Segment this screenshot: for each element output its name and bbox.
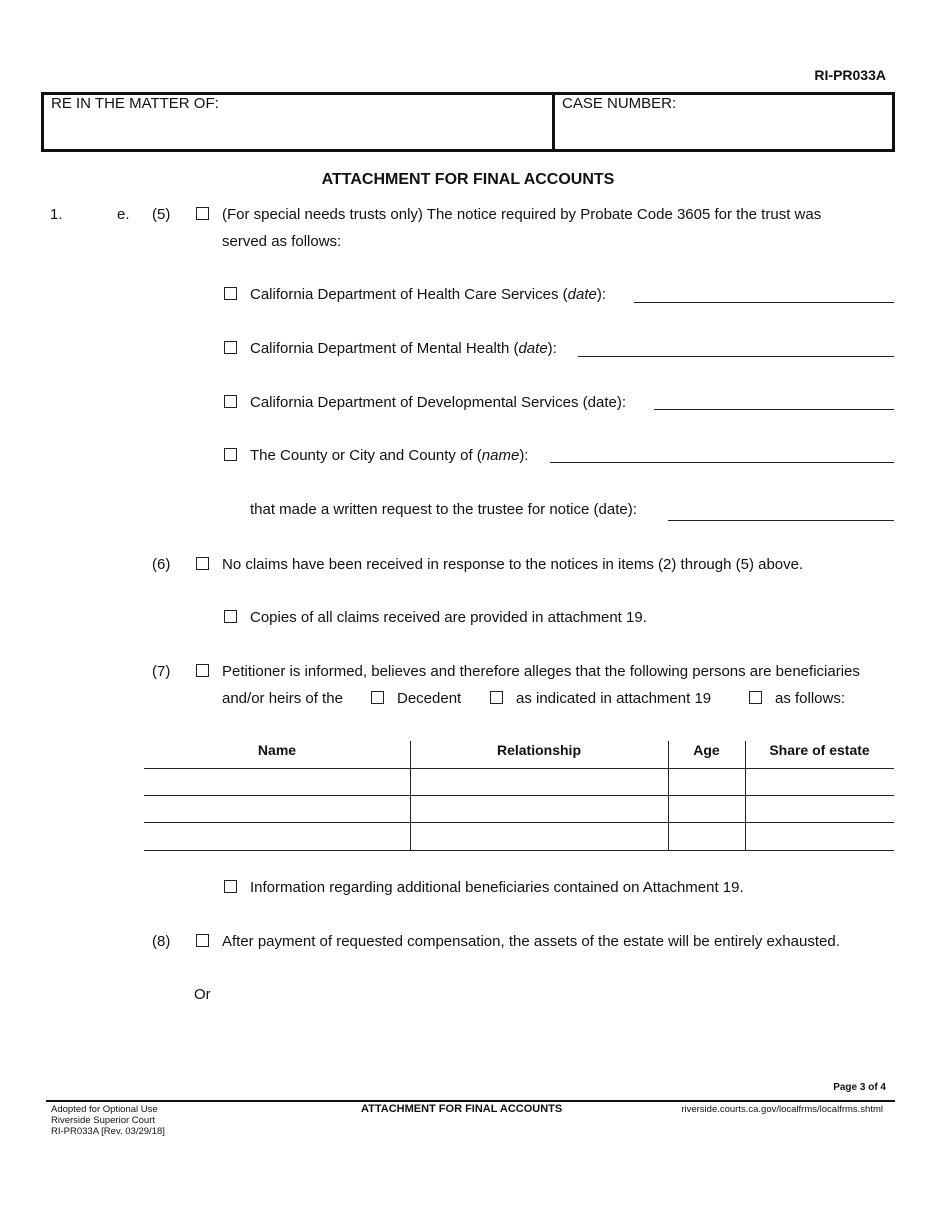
item-letter: e. (117, 206, 130, 223)
sub5-text-line2: served as follows: (222, 233, 342, 250)
claims-copies-label: Copies of all claims received are provided in attachment 19. (250, 609, 647, 626)
sub7-checkbox[interactable] (196, 664, 209, 677)
table-header-relationship: Relationship (496, 742, 581, 758)
sub5-number: (5) (152, 206, 171, 223)
sub7-text-line2: and/or heirs of the (222, 690, 343, 707)
sub8-checkbox[interactable] (196, 934, 209, 947)
sub5-text-line1: (For special needs trusts only) The notice required by Probate Code 3605 for the trust was (222, 206, 822, 223)
mental-health-label: California Department of Mental Health (date): (250, 340, 557, 357)
developmental-services-label: California Department of Developmental Services (date): (250, 394, 627, 411)
claims-copies-checkbox[interactable] (224, 610, 237, 623)
sub8-number: (8) (152, 933, 171, 950)
attachment-checkbox[interactable] (490, 691, 503, 704)
county-request-label: that made a written request to the trustee for notice (date): (250, 501, 637, 518)
table-row[interactable] (144, 769, 894, 795)
footer-rule (46, 1100, 895, 1102)
sub7-text-line1: Petitioner is informed, believes and therefore alleges that the following persons are beneficiaries (222, 663, 860, 680)
or-label: Or (194, 986, 211, 1003)
table-row[interactable] (144, 796, 894, 822)
sub5-checkbox[interactable] (196, 207, 209, 220)
as-follows-label: as follows: (775, 690, 846, 707)
matter-field[interactable] (47, 112, 547, 146)
county-name-field[interactable] (550, 462, 894, 463)
footer-court: Riverside Superior Court (51, 1115, 156, 1126)
attachment-label: as indicated in attachment 19 (516, 690, 712, 707)
additional-beneficiaries-label: Information regarding additional beneficiaries contained on Attachment 19. (250, 879, 744, 896)
health-care-services-date-field[interactable] (634, 302, 894, 303)
sub8-text: After payment of requested compensation, the assets of the estate will be entirely exhausted. (222, 933, 840, 950)
decedent-checkbox[interactable] (371, 691, 384, 704)
footer-url[interactable]: riverside.courts.ca.gov/localfrms/localfrms.shtml (681, 1104, 883, 1115)
decedent-label: Decedent (397, 690, 462, 707)
county-checkbox[interactable] (224, 448, 237, 461)
table-header-name: Name (257, 742, 297, 758)
developmental-services-checkbox[interactable] (224, 395, 237, 408)
developmental-services-date-field[interactable] (654, 409, 894, 410)
form-id: RI-PR033A (814, 67, 886, 83)
county-request-date-field[interactable] (668, 520, 894, 521)
case-number-label: CASE NUMBER: (562, 95, 677, 112)
footer-left (51, 1104, 165, 1137)
as-follows-checkbox[interactable] (749, 691, 762, 704)
page-title: ATTACHMENT FOR FINAL ACCOUNTS (321, 171, 615, 188)
sub6-text: No claims have been received in response to the notices in items (2) through (5) above. (222, 556, 804, 573)
footer-adopted: Adopted for Optional Use (51, 1104, 158, 1115)
caption-divider (552, 92, 555, 152)
sub7-number: (7) (152, 663, 171, 680)
health-care-services-label: California Department of Health Care Services (date): (250, 286, 607, 303)
county-label: The County or City and County of (name): (250, 447, 529, 464)
sub6-checkbox[interactable] (196, 557, 209, 570)
footer-revision: RI-PR033A [Rev. 03/29/18] (51, 1126, 165, 1137)
health-care-services-checkbox[interactable] (224, 287, 237, 300)
footer-title: ATTACHMENT FOR FINAL ACCOUNTS (361, 1103, 563, 1115)
additional-beneficiaries-checkbox[interactable] (224, 880, 237, 893)
table-rule (144, 850, 894, 851)
table-header-share: Share of estate (769, 742, 870, 758)
mental-health-date-field[interactable] (578, 356, 894, 357)
table-header-age: Age (693, 742, 720, 758)
mental-health-checkbox[interactable] (224, 341, 237, 354)
page-number: Page 3 of 4 (833, 1082, 886, 1093)
table-row[interactable] (144, 823, 894, 850)
sub6-number: (6) (152, 556, 171, 573)
matter-label: RE IN THE MATTER OF: (51, 95, 219, 112)
item-number: 1. (50, 206, 63, 223)
case-number-field[interactable] (560, 112, 888, 146)
